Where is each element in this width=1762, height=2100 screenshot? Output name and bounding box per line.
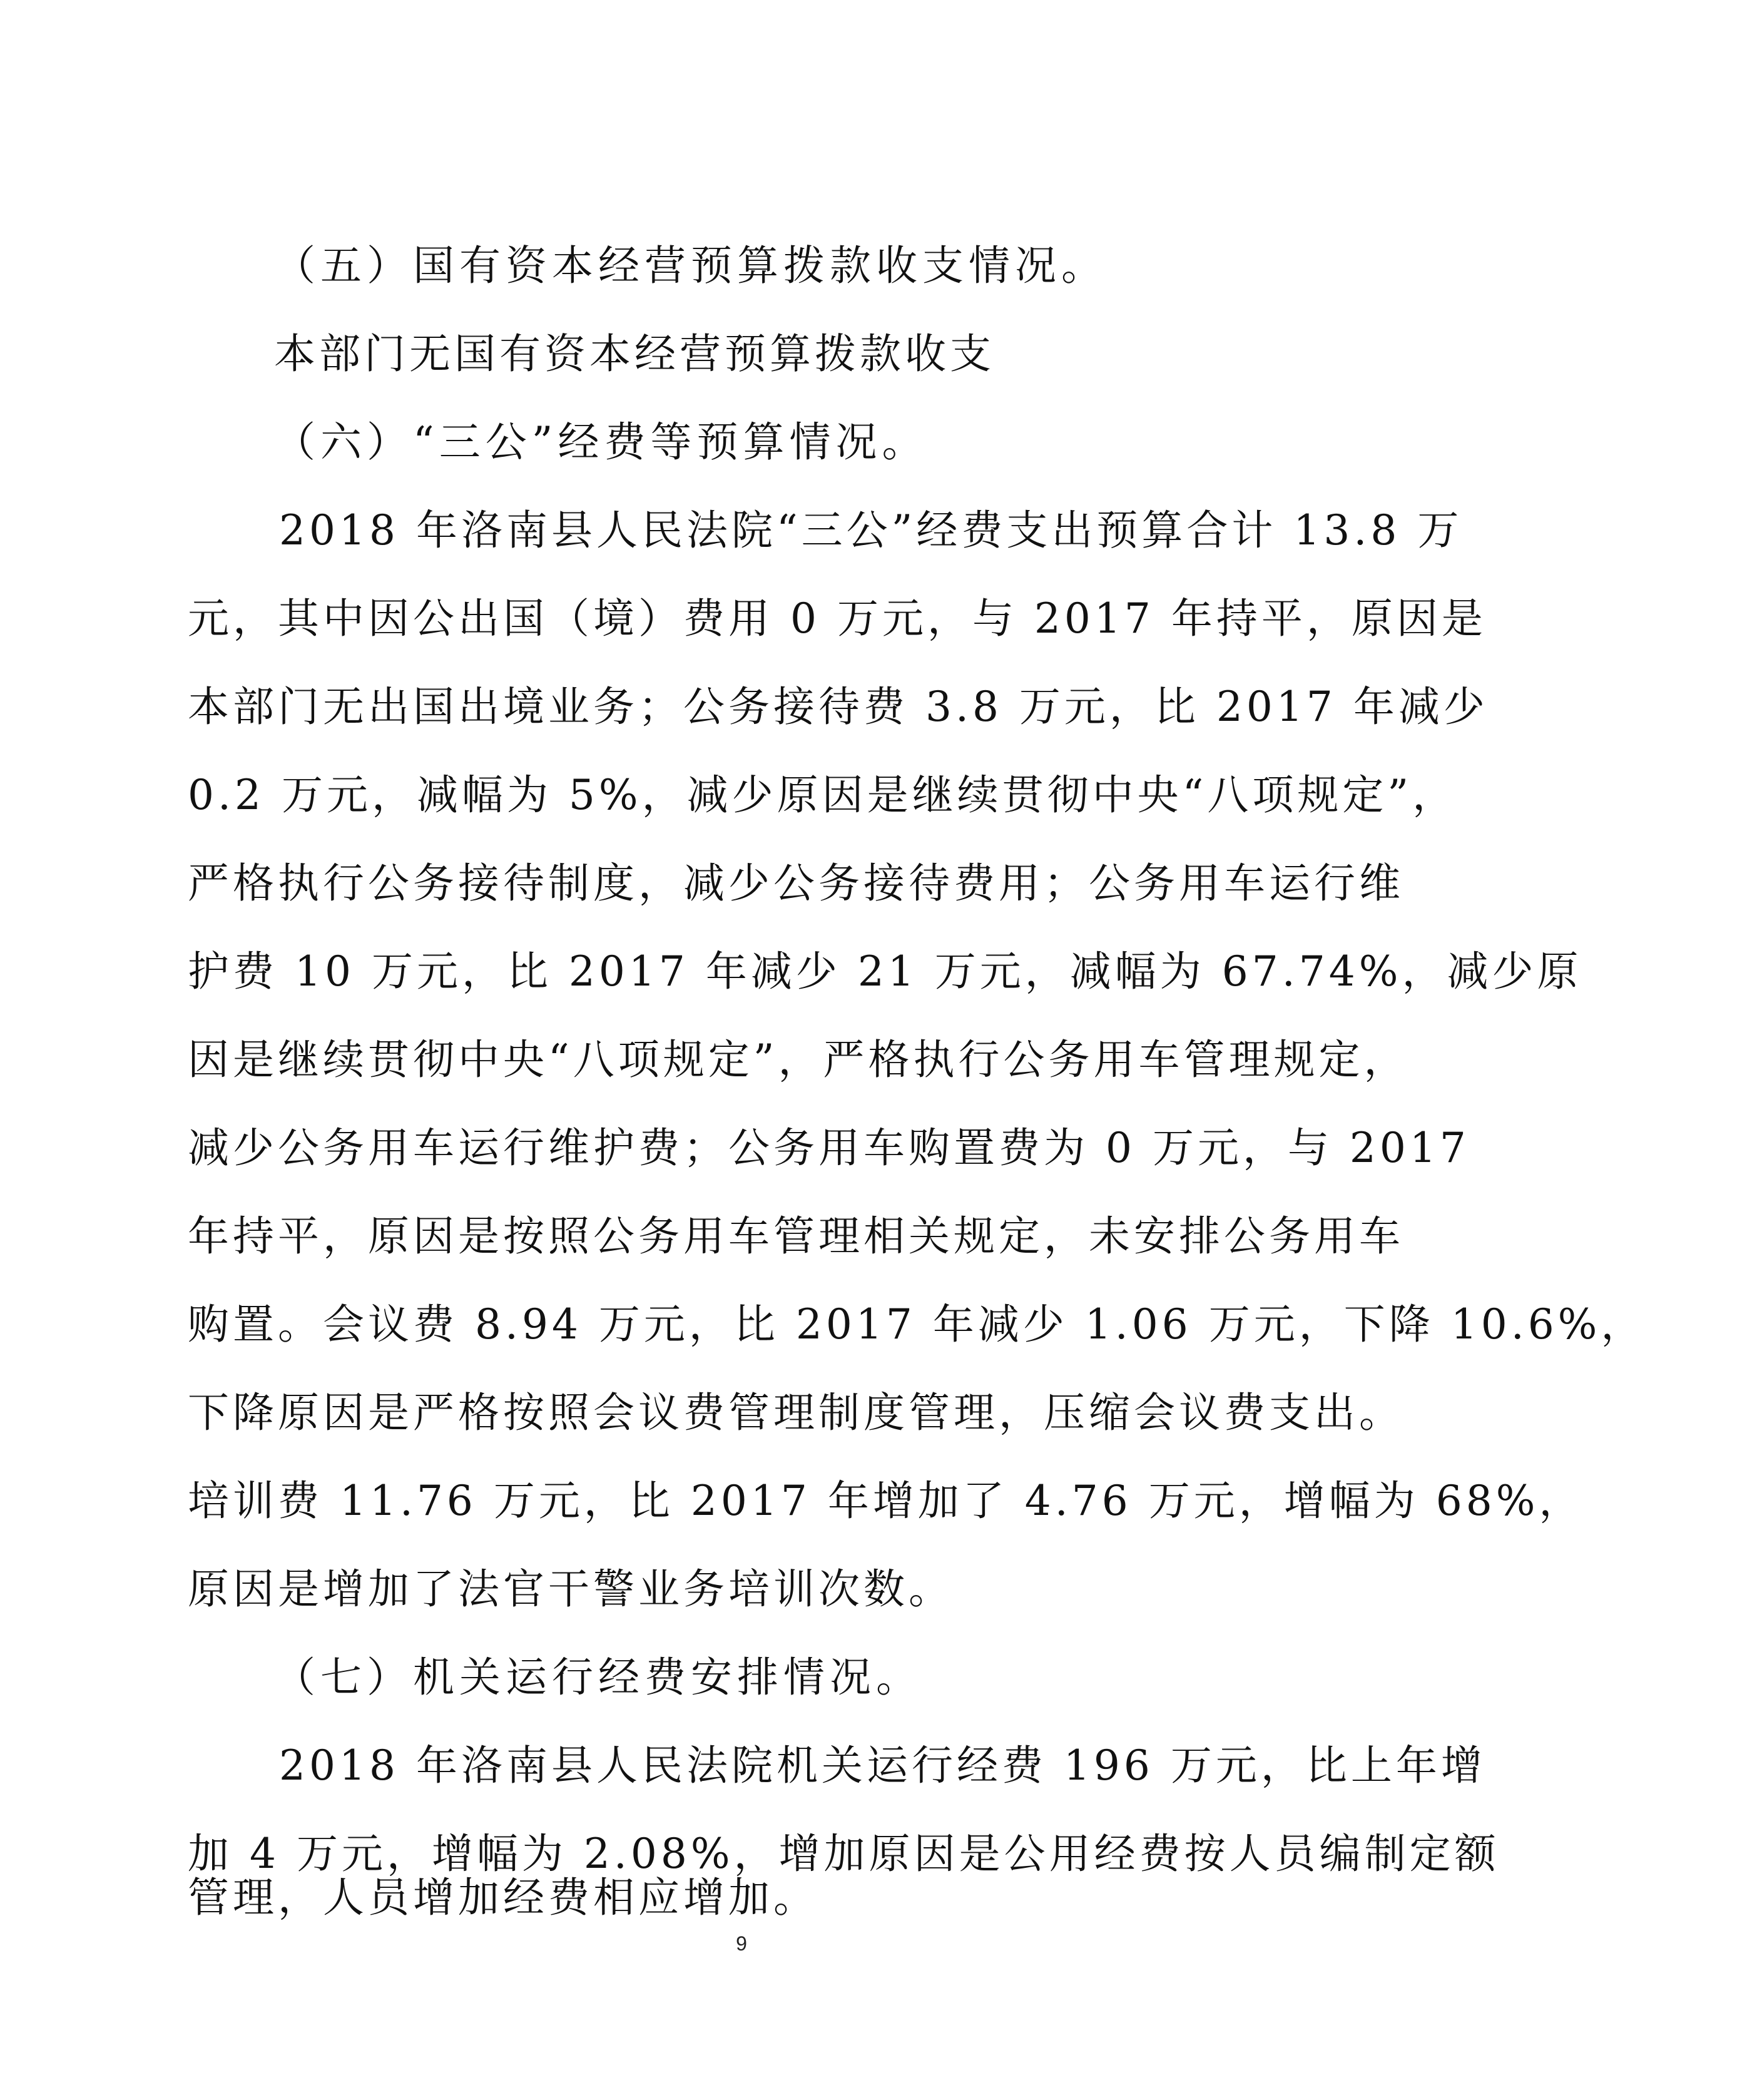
paragraph-line: 购置。会议费 8.94 万元，比 2017 年减少 1.06 万元，下降 10.6%， [188, 1300, 1646, 1348]
paragraph-line: 本部门无国有资本经营预算拨款收支 [274, 330, 995, 378]
paragraph-line: 下降原因是严格按照会议费管理制度管理，压缩会议费支出。 [188, 1389, 1404, 1437]
paragraph-line: 本部门无出国出境业务；公务接待费 3.8 万元，比 2017 年减少 [188, 683, 1489, 731]
paragraph-line: 严格执行公务接待制度，减少公务接待费用；公务用车运行维 [188, 859, 1404, 907]
paragraph-line: 管理，人员增加经费相应增加。 [188, 1873, 818, 1922]
paragraph-line: 原因是增加了法官干警业务培训次数。 [188, 1565, 954, 1613]
section-heading-6: （六）“三公”经费等预算情况。 [274, 418, 929, 466]
paragraph-line: 年持平，原因是按照公务用车管理相关规定，未安排公务用车 [188, 1212, 1404, 1260]
page-number: 9 [736, 1932, 747, 1955]
paragraph-line: 减少公务用车运行维护费；公务用车购置费为 0 万元，与 2017 [188, 1124, 1470, 1172]
paragraph-line: 元，其中因公出国（境）费用 0 万元，与 2017 年持平，原因是 [188, 594, 1487, 643]
paragraph-line: 因是继续贯彻中央“八项规定”，严格执行公务用车管理规定， [188, 1036, 1409, 1084]
paragraph-line: 2018 年洛南县人民法院“三公”经费支出预算合计 13.8 万 [279, 506, 1463, 554]
paragraph-line: 2018 年洛南县人民法院机关运行经费 196 万元，比上年增 [279, 1741, 1486, 1790]
paragraph-line: 培训费 11.76 万元，比 2017 年增加了 4.76 万元，增幅为 68%， [188, 1477, 1584, 1525]
section-heading-7: （七）机关运行经费安排情况。 [274, 1653, 922, 1701]
paragraph-line: 加 4 万元，增幅为 2.08%，增加原因是公用经费按人员编制定额 [188, 1830, 1500, 1878]
paragraph-line: 护费 10 万元，比 2017 年减少 21 万元，减幅为 67.74%，减少原 [188, 947, 1582, 996]
paragraph-line: 0.2 万元，减幅为 5%，减少原因是继续贯彻中央“八项规定”， [188, 771, 1458, 819]
section-heading-5: （五）国有资本经营预算拨款收支情况。 [274, 242, 1108, 290]
